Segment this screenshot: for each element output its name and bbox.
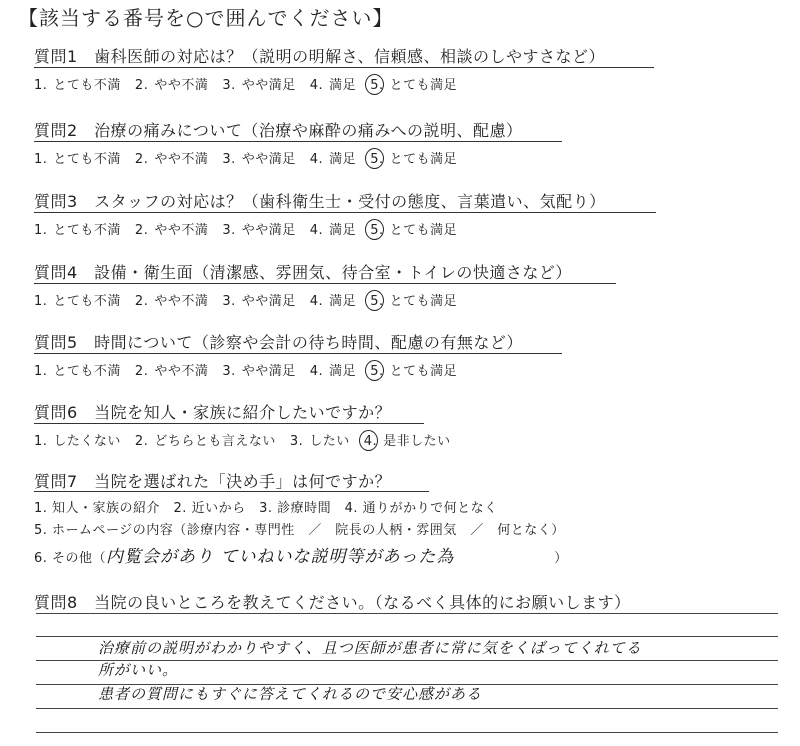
option-3[interactable]: [222, 219, 295, 238]
option-5-selected[interactable]: [370, 148, 457, 167]
option-label: とても満足: [389, 294, 458, 309]
question-3-title: 質問3 スタッフの対応は？（歯科衛生士・受付の態度、言葉遣い、気配り）: [34, 192, 606, 211]
question-5-title: 質問5 時間について（診察や会計の待ち時間、配慮の有無など）: [34, 333, 523, 352]
option-label: やや満足: [241, 152, 296, 167]
option-number: 2.: [134, 78, 149, 93]
option-label: やや不満: [154, 294, 209, 309]
answer-rule-5: [36, 708, 778, 709]
q8-answer-line-2[interactable]: 所がいい。: [98, 661, 179, 679]
option-4[interactable]: [310, 74, 356, 93]
question-8-title: 質問8 当院の良いところを教えてください。（なるべく具体的にお願いします）: [34, 593, 631, 612]
option-number: 1.: [34, 223, 48, 238]
option-2[interactable]: [135, 74, 208, 93]
option-2[interactable]: [135, 148, 208, 167]
option-number: 1.: [34, 78, 48, 93]
option-label: とても満足: [389, 364, 458, 379]
option-label: やや不満: [154, 78, 209, 93]
option-label: とても満足: [389, 152, 458, 167]
option-label: とても不満: [53, 364, 121, 379]
option-number: 1.: [34, 364, 48, 379]
option-label: どちらとも言えない: [154, 434, 276, 449]
option-label: 満足: [329, 78, 357, 93]
option-number: 3.: [222, 152, 236, 167]
question-7-other-row: [34, 542, 568, 567]
option-number: 2.: [134, 434, 149, 449]
option-label: 満足: [329, 223, 357, 238]
option-number: 5.: [370, 364, 384, 379]
option-label: とても不満: [53, 223, 121, 238]
option-label: やや不満: [154, 152, 209, 167]
question-2-underline: [34, 141, 562, 142]
option-label: とても満足: [389, 223, 458, 238]
option-label: やや不満: [154, 223, 209, 238]
q8-answer-line-1[interactable]: 治療前の説明がわかりやすく、且つ医師が患者に常に気をくばってくれてる: [98, 639, 642, 657]
q8-answer-line-3[interactable]: 患者の質問にもすぐに答えてくれるので安心感がある: [98, 685, 483, 703]
option-number: 5.: [370, 152, 384, 167]
question-3-underline: [34, 212, 656, 213]
question-3-options: [34, 219, 471, 238]
question-1-options: [34, 74, 471, 93]
option-1[interactable]: [34, 430, 121, 449]
option-4[interactable]: [310, 219, 356, 238]
option-label: やや不満: [154, 364, 209, 379]
question-6-options: [34, 430, 465, 449]
option-label: 満足: [329, 294, 357, 309]
option-3[interactable]: [222, 290, 295, 309]
option-number: 3.: [222, 294, 236, 309]
option-1[interactable]: [34, 74, 121, 93]
option-label: やや満足: [241, 364, 296, 379]
option-3[interactable]: [290, 430, 350, 449]
other-suffix: ）: [554, 551, 568, 566]
option-number: 5.: [370, 78, 384, 93]
question-6-title: 質問6 当院を知人・家族に紹介したいですか？: [34, 403, 392, 422]
option-4[interactable]: [310, 148, 356, 167]
option-4[interactable]: [310, 360, 356, 379]
option-number: 4.: [309, 364, 324, 379]
option-number: 4.: [309, 223, 324, 238]
option-label: 満足: [329, 152, 357, 167]
option-label: とても不満: [53, 294, 121, 309]
option-number: 4.: [309, 294, 324, 309]
question-2-title: 質問2 治療の痛みについて（治療や麻酔の痛みへの説明、配慮）: [34, 121, 523, 140]
answer-rule-6: [36, 732, 778, 733]
option-label: やや満足: [241, 294, 296, 309]
option-number: 4.: [309, 152, 324, 167]
option-2[interactable]: [135, 430, 276, 449]
option-1[interactable]: [34, 360, 121, 379]
option-label: 満足: [329, 364, 357, 379]
option-5-selected[interactable]: [370, 219, 457, 238]
option-label: とても不満: [53, 78, 121, 93]
option-3[interactable]: [222, 148, 295, 167]
option-number: 3.: [289, 434, 304, 449]
option-label: とても満足: [389, 78, 458, 93]
form-heading: 【該当する番号を○で囲んでください】: [18, 6, 394, 30]
question-4-underline: [34, 283, 616, 284]
option-number: 2.: [134, 223, 149, 238]
question-5-underline: [34, 353, 562, 354]
question-5-options: [34, 360, 471, 379]
option-label: したくない: [53, 434, 121, 449]
option-1[interactable]: [34, 290, 121, 309]
other-prefix: 6. その他（: [34, 551, 107, 566]
option-5-selected[interactable]: [370, 290, 457, 309]
option-5-selected[interactable]: [370, 360, 457, 379]
option-3[interactable]: [222, 74, 295, 93]
option-2[interactable]: [135, 360, 208, 379]
option-number: 2.: [134, 152, 149, 167]
question-6-underline: [34, 423, 424, 424]
option-number: 4.: [363, 434, 378, 449]
option-number: 3.: [222, 78, 236, 93]
question-7-options-line2: 5. ホームページの内容（診療内容・専門性 ／ 院長の人柄・雰囲気 ／ 何となく）: [34, 523, 565, 538]
option-4[interactable]: [310, 290, 356, 309]
option-number: 1.: [34, 434, 48, 449]
option-number: 2.: [134, 364, 149, 379]
option-label: やや満足: [241, 78, 296, 93]
question-4-title: 質問4 設備・衛生面（清潔感、雰囲気、待合室・トイレの快適さなど）: [34, 263, 572, 282]
question-1-title: 質問1 歯科医師の対応は？（説明の明解さ、信頼感、相談のしやすさなど）: [34, 47, 606, 66]
question-7-underline: [34, 491, 429, 492]
option-label: やや満足: [241, 223, 296, 238]
other-handwritten-answer[interactable]: 内覧会があり ていねいな説明等があった為: [106, 547, 455, 567]
option-number: 1.: [34, 152, 48, 167]
option-2[interactable]: [135, 290, 208, 309]
question-7-options-line1: 1. 知人・家族の紹介 2. 近いから 3. 診療時間 4. 通りがかりで何となく: [34, 501, 498, 516]
question-4-options: [34, 290, 471, 309]
option-label: したい: [309, 434, 350, 449]
question-2-options: [34, 148, 471, 167]
option-number: 5.: [370, 223, 384, 238]
option-number: 3.: [222, 223, 236, 238]
option-number: 1.: [34, 294, 48, 309]
option-5-selected[interactable]: [370, 74, 457, 93]
question-7-title: 質問7 当院を選ばれた「決め手」は何ですか？: [34, 472, 392, 491]
option-number: 4.: [309, 78, 324, 93]
option-label: 是非したい: [383, 434, 451, 449]
option-number: 2.: [134, 294, 149, 309]
answer-rule-1: [36, 613, 778, 614]
option-1[interactable]: [34, 148, 121, 167]
option-4-selected[interactable]: [364, 430, 451, 449]
option-number: 5.: [370, 294, 384, 309]
question-1-underline: [34, 67, 654, 68]
option-1[interactable]: [34, 219, 121, 238]
option-label: とても不満: [53, 152, 121, 167]
option-number: 3.: [222, 364, 236, 379]
option-2[interactable]: [135, 219, 208, 238]
option-3[interactable]: [222, 360, 295, 379]
